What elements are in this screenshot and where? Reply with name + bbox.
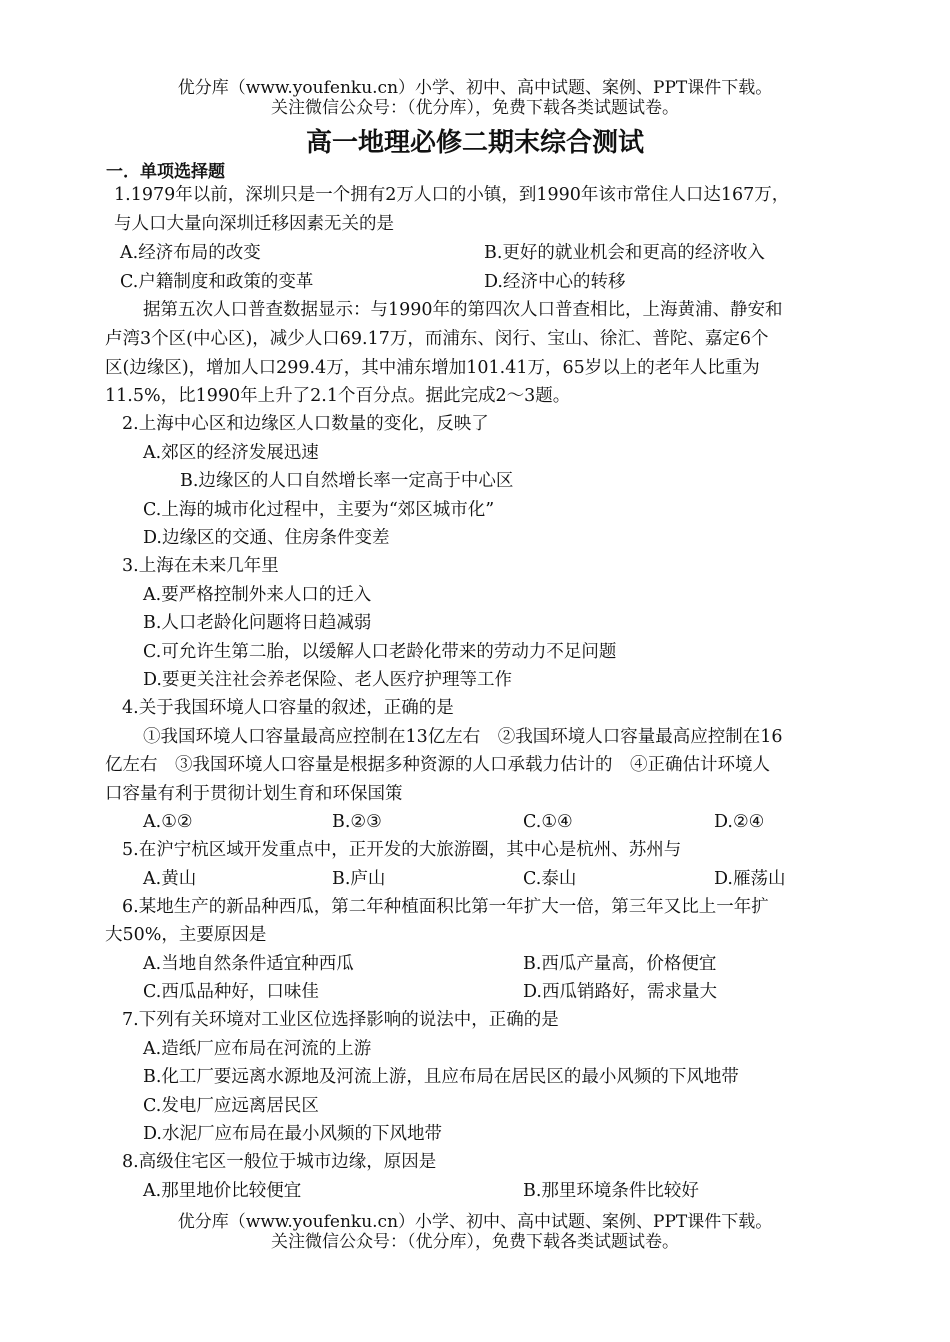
q2-stem: 2.上海中心区和边缘区人口数量的变化，反映了 <box>122 414 489 434</box>
q1-option-c: C.户籍制度和政策的变革 <box>120 272 314 292</box>
q2-option-a: A.郊区的经济发展迅速 <box>143 443 319 463</box>
footer-line-2: 关注微信公众号：（优分库），免费下载各类试题试卷。 <box>271 1232 679 1252</box>
q7-option-d: D.水泥厂应布局在最小风频的下风地带 <box>143 1124 442 1144</box>
q5-option-d: D.雁荡山 <box>714 869 786 889</box>
q4-stem: 4.关于我国环境人口容量的叙述，正确的是 <box>122 698 454 718</box>
q3-option-a: A.要严格控制外来人口的迁入 <box>143 585 372 605</box>
q3-option-b: B.人口老龄化问题将日趋减弱 <box>143 613 372 633</box>
q3-option-c: C.可允许生第二胎，以缓解人口老龄化带来的劳动力不足问题 <box>143 642 617 662</box>
q2-option-b: B.边缘区的人口自然增长率一定高于中心区 <box>180 471 514 491</box>
page-title: 高一地理必修二期末综合测试 <box>305 128 644 158</box>
header-line-1: 优分库（www.youfenku.cn）小学、初中、高中试题、案例、PPT课件下载。 <box>177 78 773 98</box>
q6-option-d: D.西瓜销路好，需求量大 <box>523 982 717 1002</box>
footer-line-1: 优分库（www.youfenku.cn）小学、初中、高中试题、案例、PPT课件下载。 <box>177 1212 773 1232</box>
q4-option-c: C.①④ <box>523 812 573 832</box>
passage-line-3: 区(边缘区)，增加人口299.4万，其中浦东增加101.41万，65岁以上的老年人比重为 <box>105 358 760 378</box>
q7-stem: 7.下列有关环境对工业区位选择影响的说法中，正确的是 <box>122 1010 559 1030</box>
q1-option-b: B.更好的就业机会和更高的经济收入 <box>484 243 765 263</box>
passage-line-2: 卢湾3个区(中心区)，减少人口69.17万，而浦东、闵行、宝山、徐汇、普陀、嘉定6个 <box>105 329 769 349</box>
q5-stem: 5.在沪宁杭区域开发重点中，正开发的大旅游圈，其中心是杭州、苏州与 <box>122 840 682 860</box>
q3-stem: 3.上海在未来几年里 <box>122 556 279 576</box>
q8-option-b: B.那里环境条件比较好 <box>523 1181 699 1201</box>
q4-statement-line-2: 亿左右 ③我国环境人口容量是根据多种资源的人口承载力估计的 ④正确估计环境人 <box>105 755 770 775</box>
q5-option-a: A.黄山 <box>143 869 197 889</box>
q1-stem-line-1: 1.1979年以前，深圳只是一个拥有2万人口的小镇，到1990年该市常住人口达167万， <box>114 185 790 205</box>
q7-option-c: C.发电厂应远离居民区 <box>143 1096 319 1116</box>
q2-option-c: C.上海的城市化过程中，主要为“郊区城市化” <box>143 500 495 520</box>
q4-option-b: B.②③ <box>332 812 382 832</box>
q5-option-c: C.泰山 <box>523 869 577 889</box>
passage-line-1: 据第五次人口普查数据显示：与1990年的第四次人口普查相比，上海黄浦、静安和 <box>143 300 783 320</box>
section-heading: 一．单项选择题 <box>106 162 225 182</box>
passage-line-4: 11.5%，比1990年上升了2.1个百分点。据此完成2～3题。 <box>105 386 571 406</box>
q4-statement-line-3: 口容量有利于贯彻计划生育和环保国策 <box>105 784 403 804</box>
q6-option-b: B.西瓜产量高，价格便宜 <box>523 954 717 974</box>
q8-option-a: A.那里地价比较便宜 <box>143 1181 302 1201</box>
q4-statement-line-1: ①我国环境人口容量最高应控制在13亿左右 ②我国环境人口容量最高应控制在16 <box>143 727 783 747</box>
q3-option-d: D.要更关注社会养老保险、老人医疗护理等工作 <box>143 670 512 690</box>
q7-option-b: B.化工厂要远离水源地及河流上游，且应布局在居民区的最小风频的下风地带 <box>143 1067 739 1087</box>
q6-option-c: C.西瓜品种好，口味佳 <box>143 982 319 1002</box>
q6-stem-line-1: 6.某地生产的新品种西瓜，第二年种植面积比第一年扩大一倍，第三年又比上一年扩 <box>122 897 769 917</box>
q6-option-a: A.当地自然条件适宜种西瓜 <box>143 954 354 974</box>
q1-stem-line-2: 与人口大量向深圳迁移因素无关的是 <box>114 214 394 234</box>
q1-option-d: D.经济中心的转移 <box>484 272 626 292</box>
q7-option-a: A.造纸厂应布局在河流的上游 <box>143 1039 372 1059</box>
q6-stem-line-2: 大50%，主要原因是 <box>105 925 267 945</box>
q1-option-a: A.经济布局的改变 <box>120 243 261 263</box>
q4-option-a: A.①② <box>143 812 193 832</box>
q4-option-d: D.②④ <box>714 812 765 832</box>
q8-stem: 8.高级住宅区一般位于城市边缘，原因是 <box>122 1152 437 1172</box>
q5-option-b: B.庐山 <box>332 869 386 889</box>
q2-option-d: D.边缘区的交通、住房条件变差 <box>143 528 390 548</box>
header-line-2: 关注微信公众号：（优分库），免费下载各类试题试卷。 <box>271 98 679 118</box>
